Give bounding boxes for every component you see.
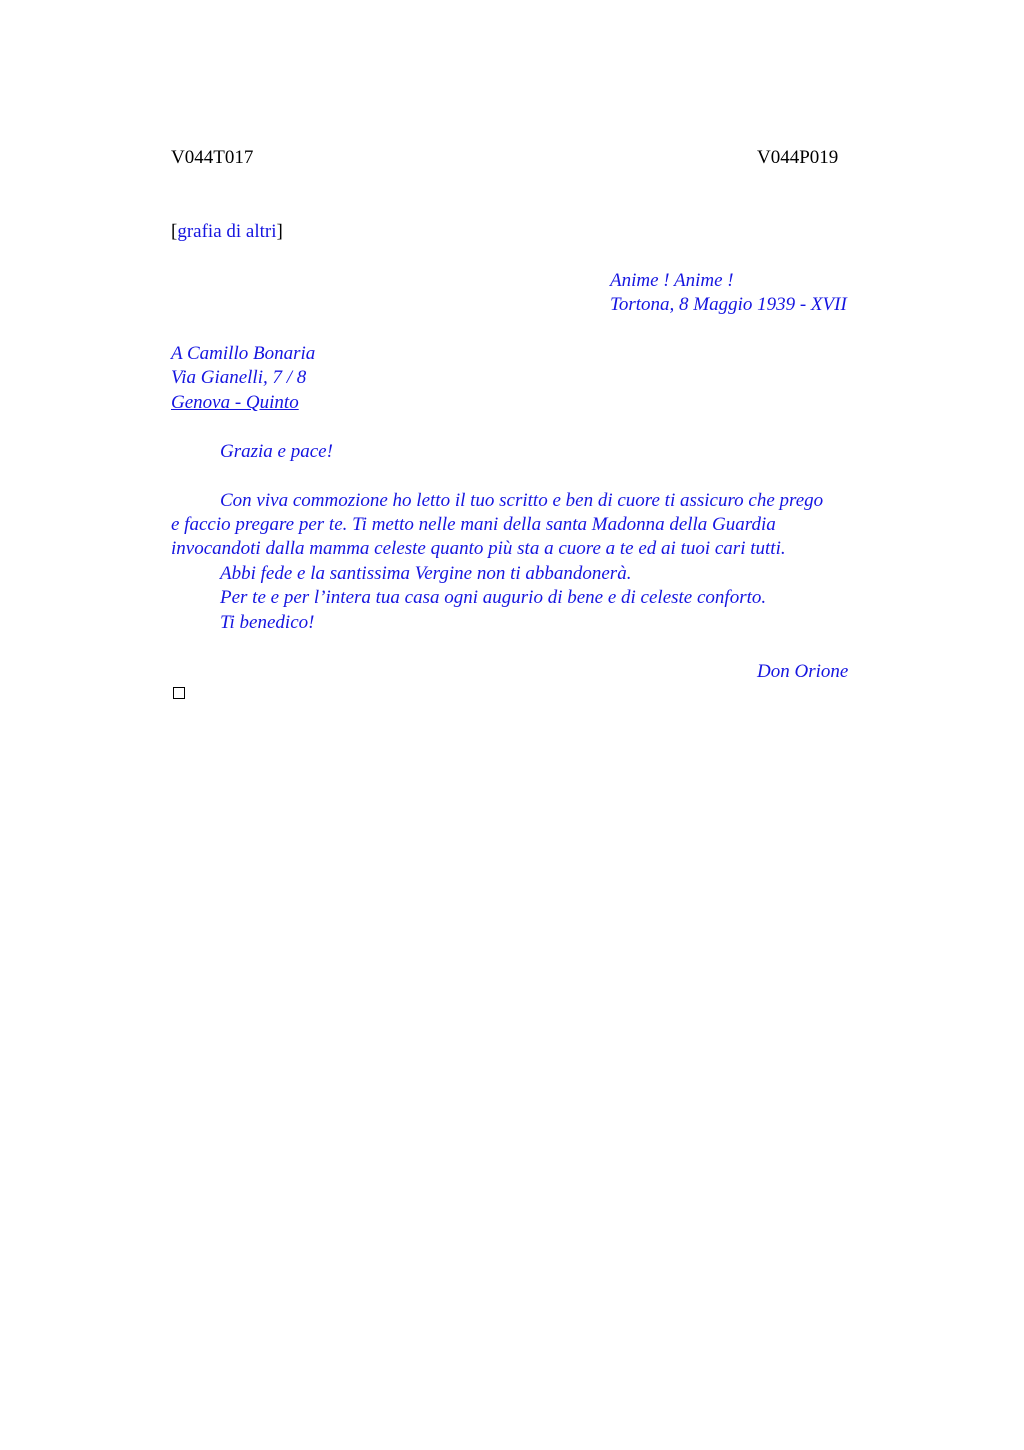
signature: Don Orione: [757, 661, 849, 682]
note-text: grafia di altri: [177, 221, 277, 242]
address-recipient: A Camillo Bonaria: [171, 343, 316, 364]
note-open-bracket: [: [171, 221, 178, 242]
body-line: e faccio pregare per te. Ti metto nelle mani della santa Madonna della Guardia: [171, 514, 776, 535]
body-line: invocandoti dalla mamma celeste quanto più sta a cuore a te ed ai tuoi cari tutti.: [171, 538, 786, 559]
greeting: Grazia e pace!: [220, 441, 333, 462]
motto: Anime ! Anime !: [610, 270, 734, 291]
body-line: Con viva commozione ho letto il tuo scritto e ben di cuore ti assicuro che prego: [220, 490, 824, 511]
end-mark-square-icon: [173, 687, 185, 699]
document-code-left: V044T017: [171, 147, 254, 168]
document-code-right: V044P019: [757, 147, 839, 168]
address-city: Genova - Quinto: [171, 392, 299, 413]
address-street: Via Gianelli, 7 / 8: [171, 367, 307, 388]
note-close-bracket: ]: [276, 221, 283, 242]
handwriting-note: [171, 220, 283, 244]
body-line: Per te e per l’intera tua casa ogni augurio di bene e di celeste conforto.: [220, 587, 767, 608]
body-line: Ti benedico!: [220, 612, 315, 633]
place-date: Tortona, 8 Maggio 1939 - XVII: [610, 294, 847, 315]
body-line: Abbi fede e la santissima Vergine non ti abbandonerà.: [220, 563, 632, 584]
